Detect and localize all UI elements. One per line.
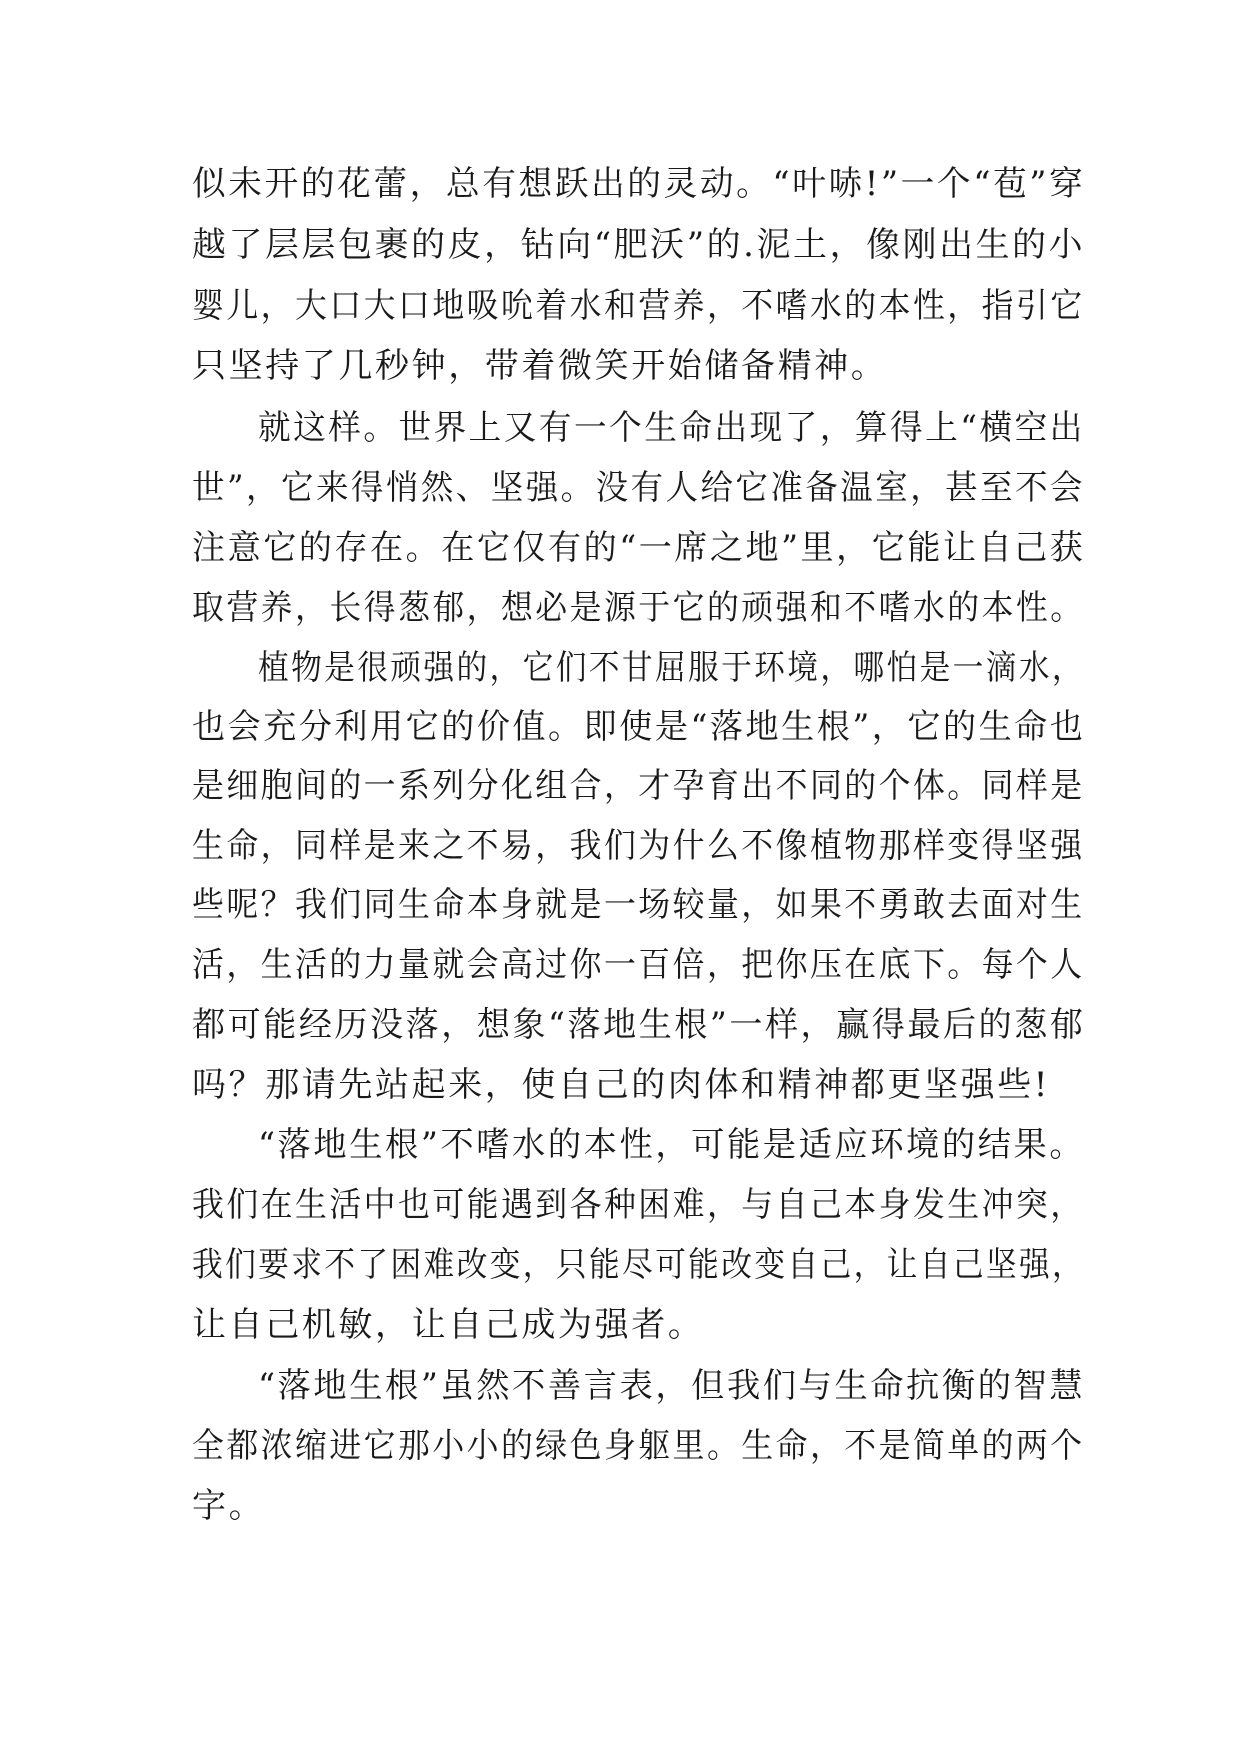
- text-line: 活，生活的力量就会高过你一百倍，把你压在底下。每个人: [192, 945, 1085, 985]
- text-line: 植物是很顽强的，它们不甘屈服于环境，哪怕是一滴水，: [258, 648, 1085, 688]
- text-line: 让自己机敏，让自己成为强者。: [192, 1305, 705, 1345]
- text-line: 是细胞间的一系列分化组合，才孕育出不同的个体。同样是: [192, 766, 1085, 806]
- text-line: 生命，同样是来之不易，我们为什么不像植物那样变得坚强: [192, 826, 1085, 866]
- text-line: 字。: [192, 1486, 266, 1526]
- text-line: 取营养，长得葱郁，想必是源于它的顽强和不嗜水的本性。: [192, 588, 1085, 628]
- text-line: “落地生根”虽然不善言表，但我们与生命抗衡的智慧: [258, 1366, 1086, 1406]
- text-line: 也会充分利用它的价值。即使是“落地生根”，它的生命也: [192, 707, 1086, 747]
- text-line: 只坚持了几秒钟，带着微笑开始储备精神。: [192, 346, 888, 386]
- text-line: 我们要求不了困难改变，只能尽可能改变自己，让自己坚强，: [192, 1245, 1086, 1285]
- text-line: 些呢？我们同生命本身就是一场较量，如果不勇敢去面对生: [192, 885, 1085, 925]
- text-line: 就这样。世界上又有一个生命出现了，算得上“横空出: [258, 408, 1085, 448]
- text-line: 婴儿，大口大口地吸吮着水和营养，不嗜水的本性，指引它: [192, 286, 1085, 326]
- text-line: 世”，它来得悄然、坚强。没有人给它准备温室，甚至不会: [192, 468, 1086, 508]
- text-line: 注意它的存在。在它仅有的“一席之地”里，它能让自己获: [192, 528, 1086, 568]
- text-line: 都可能经历没落，想象“落地生根”一样，赢得最后的葱郁: [192, 1005, 1086, 1045]
- text-line: 似未开的花蕾，总有想跃出的灵动。“叶哧!”一个“苞”穿: [192, 164, 1086, 204]
- text-line: 我们在生活中也可能遇到各种困难，与自己本身发生冲突，: [192, 1185, 1085, 1225]
- text-line: “落地生根”不嗜水的本性，可能是适应环境的结果。: [258, 1125, 1086, 1165]
- text-line: 吗？那请先站起来，使自己的肉体和精神都更坚强些!: [192, 1065, 1051, 1105]
- text-line: 全都浓缩进它那小小的绿色身躯里。生命，不是简单的两个: [192, 1426, 1085, 1466]
- text-line: 越了层层包裹的皮，钻向“肥沃”的.泥土，像刚出生的小: [192, 225, 1086, 265]
